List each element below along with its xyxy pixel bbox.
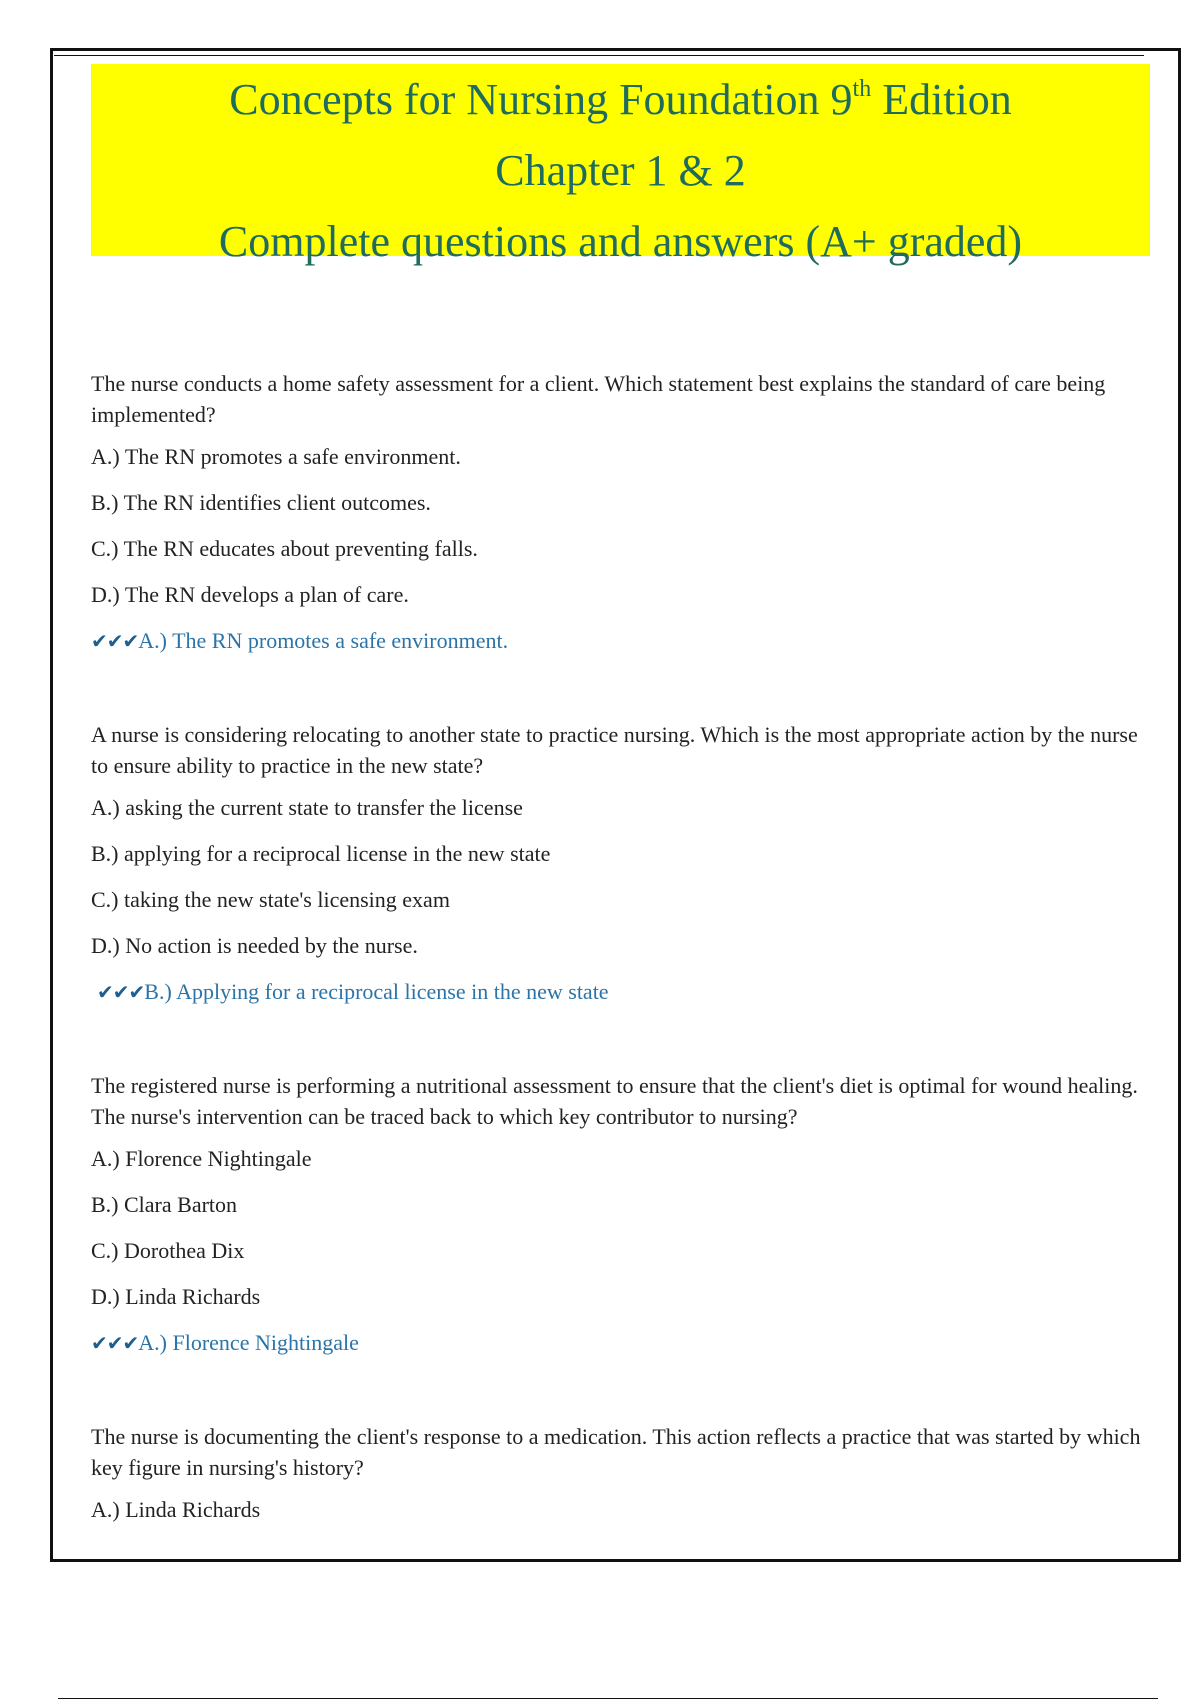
correct-answer: ✔✔✔A.) The RN promotes a safe environment.	[91, 628, 509, 653]
block-gap	[91, 1359, 1151, 1421]
option-b: B.) Clara Barton	[91, 1192, 238, 1217]
question-list	[91, 368, 1151, 1540]
question-text: The registered nurse is performing a nutritional assessment to ensure that the client's diet is optimal for wound healing. The nurse's intervention can be traced back to which key contributor to nursing?	[91, 1073, 1138, 1129]
correct-answer: ✔✔✔B.) Applying for a reciprocal license in the new state	[97, 979, 609, 1004]
bottom-rule	[58, 1698, 1158, 1699]
title-line-1: Concepts for Nursing Foundation 9th Edition	[229, 75, 1012, 124]
title-line-3: Complete questions and answers (A+ graded)	[218, 217, 1023, 266]
option-c: C.) The RN educates about preventing falls.	[91, 536, 478, 561]
option-d: D.) No action is needed by the nurse.	[91, 933, 418, 958]
option-d: D.) The RN develops a plan of care.	[91, 582, 409, 607]
block-gap	[91, 1008, 1151, 1070]
option-c: C.) Dorothea Dix	[91, 1238, 245, 1263]
correct-answer: ✔✔✔A.) Florence Nightingale	[91, 1330, 359, 1355]
question-block-1	[91, 368, 1151, 657]
option-b: B.) The RN identifies client outcomes.	[91, 490, 431, 515]
title-line-2: Chapter 1 & 2	[495, 146, 746, 195]
option-b: B.) applying for a reciprocal license in the new state	[91, 841, 551, 866]
option-c: C.) taking the new state's licensing exam	[91, 887, 450, 912]
question-text: The nurse is documenting the client's response to a medication. This action reflects a practice that was started by which key figure in nursing's history?	[91, 1424, 1141, 1480]
question-block-4	[91, 1421, 1151, 1525]
option-a: A.) The RN promotes a safe environment.	[91, 444, 461, 469]
checkmark-icon: ✔✔✔	[91, 1331, 139, 1355]
option-a: A.) Linda Richards	[91, 1497, 261, 1522]
block-gap	[91, 657, 1151, 719]
question-block-2	[91, 719, 1151, 1008]
question-text: A nurse is considering relocating to another state to practice nursing. Which is the most appropriate action by the nurse to ensure ability to practice in the new state?	[91, 722, 1138, 778]
checkmark-icon: ✔✔✔	[91, 629, 139, 653]
option-d: D.) Linda Richards	[91, 1284, 261, 1309]
question-text: The nurse conducts a home safety assessment for a client. Which statement best explains the standard of care being implemented?	[91, 371, 1106, 427]
title-superscript: th	[852, 76, 872, 102]
checkmark-icon: ✔✔✔	[97, 980, 145, 1004]
option-a: A.) asking the current state to transfer the license	[91, 795, 523, 820]
title-block	[91, 64, 1150, 266]
option-a: A.) Florence Nightingale	[91, 1146, 312, 1171]
question-block-3	[91, 1070, 1151, 1359]
